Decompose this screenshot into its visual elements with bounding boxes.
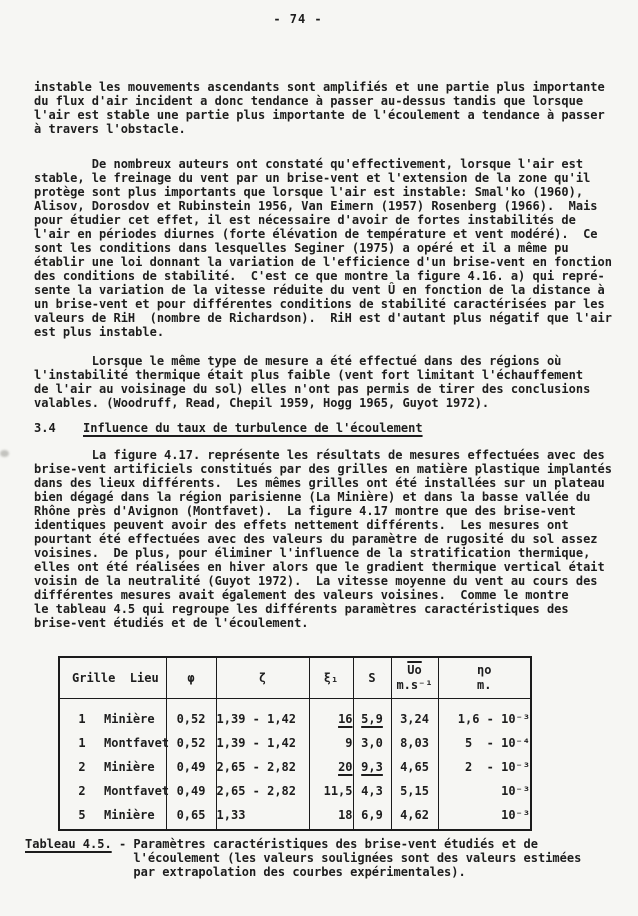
caption-label: Tableau 4.5. [25,837,112,851]
table-cell: 4,65 [391,755,438,779]
header-phi: φ [166,657,216,699]
caption-text: - Paramètres caractéristiques des brise-vent étudiés et de l'écoulement (les valeurs soulignées sont des valeurs estimées par extrapolation des courbes expérimentales). [118,837,582,879]
table-cell: 0,52 [166,731,216,755]
header-eta-unit: m. [477,678,492,692]
header-uo [391,657,438,699]
table-cell: 2 [59,779,104,803]
paragraph-2: De nombreux auteurs ont constaté qu'effectivement, lorsque l'air est stable, le freinage du vent par un brise-vent et l'extension de la zone qu'il protège sont plus importants que lorsque l'air est instable: Smal'ko (1960), Alisov, Dorosdov et Rubinstein 1956, Van Eimern (1957) Rosenberg (1966). Mais pour étudier cet effet, il est nécessaire d'avoir de fortes instabilités de l'air en périodes diurnes (forte élévation de température et vent modéré). Ce sont les conditions dans lesquelles Seginer (1975) a opéré et il a même pu établir une loi donnant la variation de l'efficience d'un brise-vent en fonction des conditions de stabilité. C'est ce que montre la figure 4.16. a) qui repré- sente la variation de la vitesse réduite du vent Û en fonction de la distance à un brise-vent et pour différentes conditions de stabilité caractérisées par les valeurs de RiH (nombre de Richardson). RiH est d'autant plus négatif que l'air est plus instable. [34,157,612,339]
table-cell: 5 [59,803,104,830]
paragraph-4: La figure 4.17. représente les résultats de mesures effectuées avec des brise-vent artificiels constitués par des grilles en matière plastique implantés dans des lieux différents. Les mêmes grilles ont été installées sur un plateau bien dégagé dans la région parisienne (La Minière) et dans la basse vallée du Rhône près d'Avignon (Montfavet). La figure 4.17 montre que des brise-vent identiques peuvent avoir des effets nettement différents. Les mesures ont pourtant été effectuées avec des valeurs du paramètre de rugosité du sol assez voisines. De plus, pour éliminer l'influence de la stratification thermique, elles ont été réalisées en hiver alors que le gradient thermique vertical était voisin de la neutralité (Guyot 1972). La vitesse moyenne du vent au cours des différentes mesures avait également des valeurs voisines. Comme le montre le tableau 4.5 qui regroupe les différents paramètres caractéristiques des brise-vent étudiés et de l'écoulement. [34,448,612,630]
header-xi1: ξ₁ [309,657,353,699]
table-header [59,657,531,699]
table-cell: 4,3 [353,779,391,803]
table-cell: 0,49 [166,779,216,803]
table-cell: Minière [104,760,155,774]
table-cell: 1,39 - 1,42 [216,731,309,755]
table-row [59,779,531,803]
table-row [59,803,531,830]
header-uo-unit: m.s⁻¹ [396,678,433,692]
header-grille-lieu: Grille Lieu [59,657,166,699]
table-cell: 2 - 10⁻³ [438,755,531,779]
header-zeta: ζ [216,657,309,699]
table-cell: 3,0 [353,731,391,755]
table-cell: 0,49 [166,755,216,779]
table-cell: 9,3 [353,755,391,779]
table-cell: 9 [309,731,353,755]
table-cell: 0,65 [166,803,216,830]
table-row [59,731,531,755]
page-number: - 74 - [273,12,323,26]
table-cell: 16 [309,699,353,732]
table-cell: 2,65 - 2,82 [216,779,309,803]
paragraph-3: Lorsque le même type de mesure a été effectué dans des régions où l'instabilité thermique était plus faible (vent fort limitant l'échauffement de l'air au voisinage du sol) elles n'ont pas permis de tirer des conclusions valables. (Woodruff, Read, Chepil 1959, Hogg 1965, Guyot 1972). [34,354,591,410]
header-eta-symbol: ηo [477,663,492,677]
table-cell: Montfavet [104,736,170,750]
table-cell: Minière [104,808,155,822]
paragraph-1: instable les mouvements ascendants sont amplifiés et une partie plus importante du flux d'air incident a donc tendance à passer au-dessus tandis que lorsque l'air est stable une partie plus importante de l'écoulement a tendance à passer à travers l'obstacle. [34,80,605,136]
section-number: 3.4 [34,421,56,435]
table-caption [25,837,630,879]
table-cell: 1 [59,699,104,732]
header-eta [438,657,531,699]
table-cell: 1 [59,731,104,755]
table-cell: 1,6 - 10⁻³ [438,699,531,732]
table-cell: 11,5 [309,779,353,803]
table-cell: 6,9 [353,803,391,830]
header-uo-symbol: $\overline{Uo}$ [407,663,422,677]
table-cell: 3,24 [391,699,438,732]
scan-smudge-artifact [0,450,9,457]
table-cell: 4,62 [391,803,438,830]
table-row [59,755,531,779]
table-cell: 5,9 [353,699,391,732]
table-cell: 20 [309,755,353,779]
table-cell: 2,65 - 2,82 [216,755,309,779]
table-cell: 10⁻³ [438,779,531,803]
section-title: Influence du taux de turbulence de l'écoulement [83,421,423,435]
table-cell: 0,52 [166,699,216,732]
table-cell: 10⁻³ [438,803,531,830]
table-cell: 2 [59,755,104,779]
section-heading [34,421,630,435]
parameters-table [58,656,532,831]
table-cell: Minière [104,712,155,726]
table-row [59,699,531,732]
table-cell: 18 [309,803,353,830]
table-cell: 1,39 - 1,42 [216,699,309,732]
header-s: S [353,657,391,699]
table-cell: Montfavet [104,784,170,798]
table-cell: 5,15 [391,779,438,803]
table-body [59,699,531,831]
table-cell: 1,33 [216,803,309,830]
table-cell: 8,03 [391,731,438,755]
table-cell: 5 - 10⁻⁴ [438,731,531,755]
